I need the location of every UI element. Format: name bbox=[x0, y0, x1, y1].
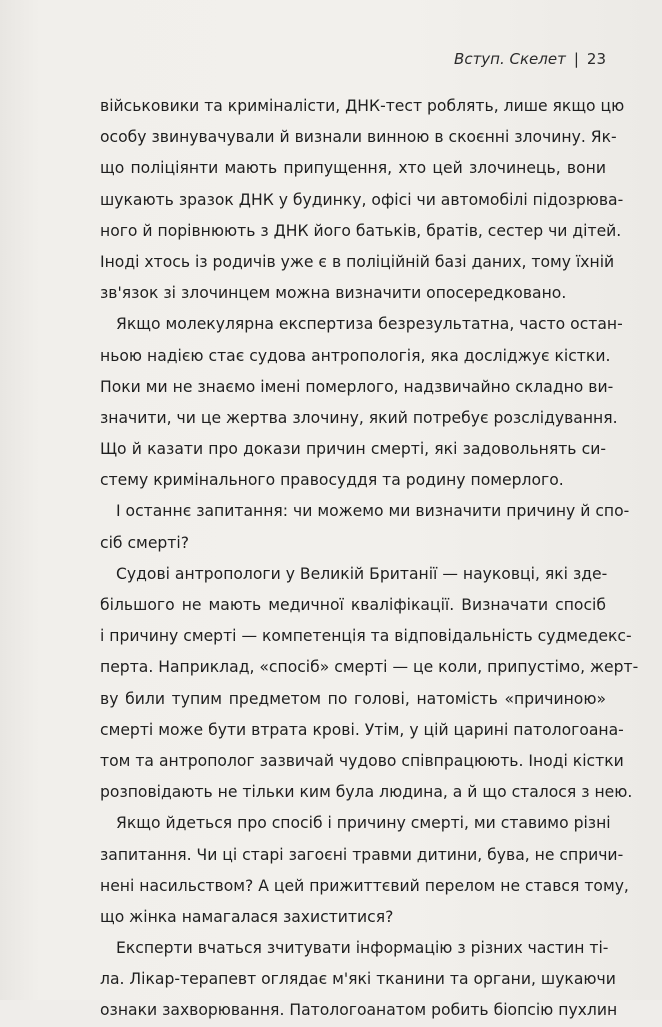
text-line: ла. Лікар-терапевт оглядає м'які тканини та органи, шукаючи bbox=[100, 970, 616, 989]
paragraph-5 bbox=[100, 808, 629, 933]
body-text bbox=[100, 91, 639, 1027]
text-line: нені насильством? А цей прижиттєвий перелом не стався тому, bbox=[100, 876, 629, 895]
paragraph-6 bbox=[100, 933, 618, 1027]
text-line: Іноді хтось із родичів уже є в поліційній базі даних, тому їхній bbox=[100, 252, 615, 271]
text-line: військовики та криміналісти, ДНК-тест роблять, лише якщо цю bbox=[100, 97, 625, 115]
text-line: том та антрополог зазвичай чудово співпрацюють. Іноді кістки bbox=[100, 751, 624, 770]
text-line: перта. Наприклад, «спосіб» смерті — це коли, припустімо, жерт- bbox=[100, 658, 639, 677]
text-line: значити, чи це жертва злочину, який потребує розслідування. bbox=[100, 408, 618, 427]
text-line: зв'язок зі злочинцем можна визначити опосередковано. bbox=[100, 284, 567, 303]
text-line: що поліціянти мають припущення, хто цей злочинець, вони bbox=[100, 159, 606, 178]
text-line: Якщо молекулярна експертиза безрезультатна, часто остан- bbox=[116, 315, 623, 334]
text-line: що жінка намагалася захиститися? bbox=[100, 907, 394, 926]
text-line: розповідають не тільки ким була людина, а й що сталося з нею. bbox=[100, 783, 633, 802]
text-line: Судові антропологи у Великій Британії — науковці, які зде- bbox=[116, 564, 608, 583]
text-line: І останнє запитання: чи можемо ми визначити причину й спо- bbox=[116, 502, 630, 521]
paragraph-4 bbox=[100, 559, 639, 809]
paragraph-3 bbox=[100, 496, 630, 558]
text-line: більшого не мають медичної кваліфікації. Визначати спосіб bbox=[100, 596, 606, 614]
paragraph-2 bbox=[100, 309, 623, 496]
text-line: смерті може бути втрата крові. Утім, у цій царині патологоана- bbox=[100, 720, 624, 739]
text-line: запитання. Чи ці старі загоєні травми дитини, бува, не спричи- bbox=[100, 845, 624, 864]
text-line: Поки ми не знаємо імені померлого, надзвичайно складно ви- bbox=[100, 377, 614, 396]
text-line: особу звинувачували й визнали винною в скоєнні злочину. Як- bbox=[100, 128, 617, 147]
text-line: ву били тупим предметом по голові, натомість «причиною» bbox=[100, 689, 606, 708]
header-separator: | bbox=[573, 50, 579, 68]
text-line: Якщо йдеться про спосіб і причину смерті, ми ставимо різні bbox=[116, 814, 611, 833]
text-line: і причину смерті — компетенція та відповідальність судмедекс- bbox=[100, 627, 632, 646]
text-line: ознаки захворювання. Патологоанатом робить біопсію пухлин bbox=[100, 1001, 618, 1020]
paragraph-1 bbox=[100, 91, 625, 309]
text-line: шукають зразок ДНК у будинку, офісі чи автомобілі підозрюва- bbox=[100, 190, 624, 209]
text-line: ньою надією стає судова антропологія, яка досліджує кістки. bbox=[100, 346, 611, 365]
text-line: Експерти вчаться зчитувати інформацію з різних частин ті- bbox=[116, 939, 609, 958]
text-line: ного й порівнюють з ДНК його батьків, братів, сестер чи дітей. bbox=[100, 221, 622, 240]
text-line: Що й казати про докази причин смерті, які задовольнять си- bbox=[100, 440, 606, 459]
text-line: сіб смерті? bbox=[100, 533, 190, 552]
running-header bbox=[454, 50, 606, 68]
text-line: стему кримінального правосуддя та родину померлого. bbox=[100, 471, 564, 490]
running-title: Вступ. Скелет bbox=[454, 50, 566, 68]
page-number: 23 bbox=[586, 50, 606, 68]
